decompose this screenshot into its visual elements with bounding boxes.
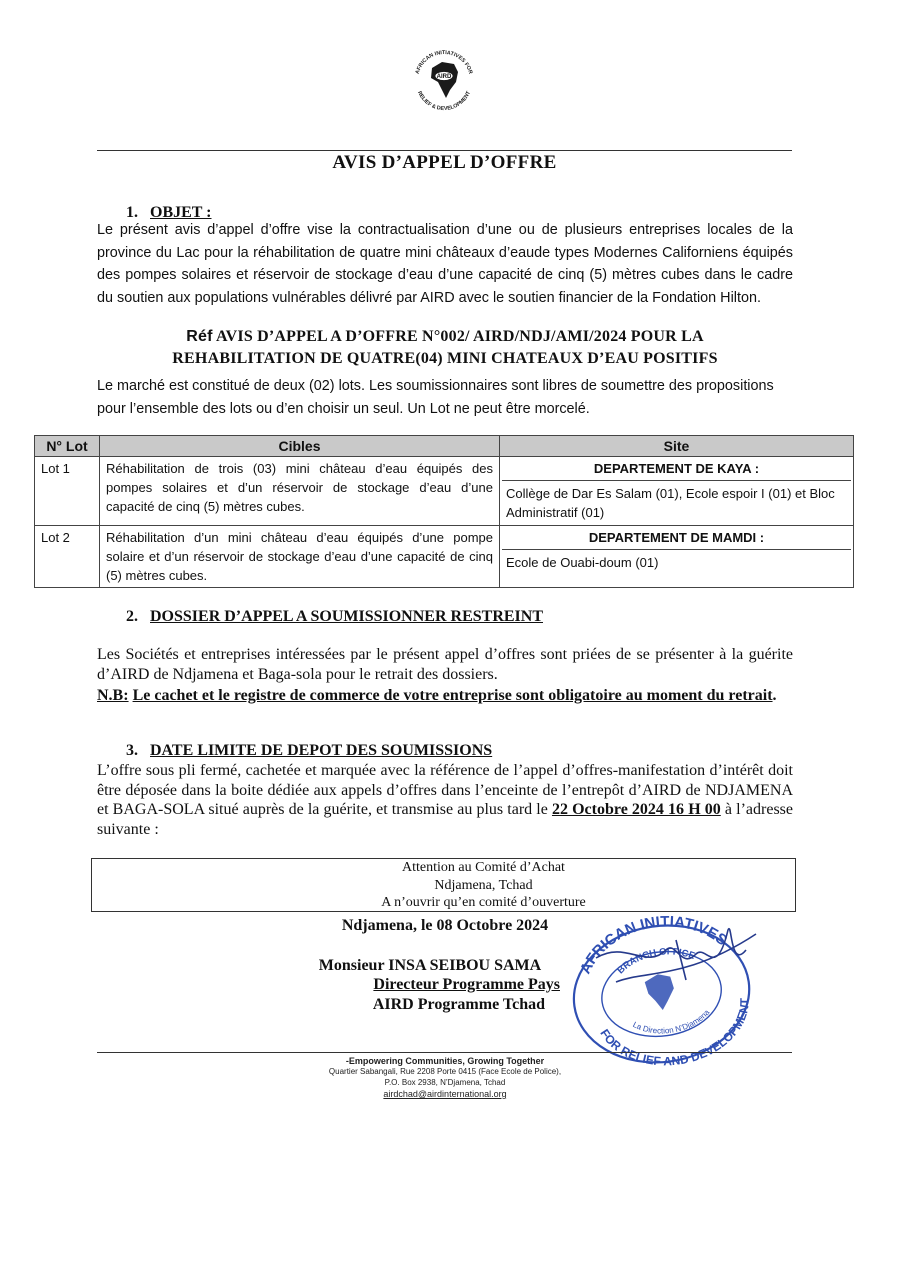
svg-text:La Direction N’Djamena: La Direction N’Djamena: [631, 1007, 712, 1036]
section2-heading: 2. DOSSIER D’APPEL A SOUMISSIONNER RESTREINT: [126, 608, 543, 625]
lot-site: [500, 457, 854, 526]
page-title: AVIS D’APPEL D’OFFRE: [332, 152, 557, 173]
lot-number: Lot 1: [35, 457, 100, 526]
reference-title: Réf AVIS D’APPEL A D’OFFRE N°002/ AIRD/NDJ/AMI/2024 POUR LA REHABILITATION DE QUATRE(04) MINI CHATEAUX D’EAU POSITIFS: [172, 328, 718, 367]
deadline: 22 Octobre 2024 16 H 00: [551, 801, 721, 818]
table-row: [35, 457, 854, 526]
market-text: Le marché est constitué de deux (02) lots. Les soumissionnaires sont libres de soumettre des propositions pour l’ensemble des lots ou d’en choisir un seul. Un Lot ne peut être morcelé.: [97, 378, 774, 417]
site-location: Ecole de Ouabi-doum (01): [506, 555, 659, 570]
footer-rule: [97, 1052, 792, 1053]
svg-text:RELIEF & DEVELOPMENT: RELIEF & DEVELOPMENT: [415, 90, 473, 113]
svg-text:AFRICAN INITIATIVES FOR: AFRICAN INITIATIVES FOR: [414, 49, 474, 75]
lots-table: [34, 435, 854, 588]
lot-site: [500, 526, 854, 588]
table-header-row: [35, 436, 854, 457]
site-departement: DEPARTEMENT DE MAMDI :: [502, 526, 851, 550]
section1-heading: 1. OBJET :: [126, 204, 212, 221]
lot-cible: Réhabilitation d’un mini château d’eau équipés d’une pompe solaire et d’un réservoir de stockage d’eau d’une capacité de cinq (5) mètres cubes.: [100, 526, 500, 588]
header-site: Site: [500, 436, 854, 457]
svg-text:FOR RELIEF AND DEVELOPMENT: FOR RELIEF AND DEVELOPMENT: [597, 997, 752, 1069]
section1-body: Le présent avis d’appel d’offre vise la contractualisation d’une ou de plusieurs entreprises locales de la province du Lac pour la réhabilitation de quatre mini châteaux d’eaude types Modernes Californiens équipés des pompes solaires et réservoir de stockage d’eau d’une capacité de cinq (5) mètres cubes dans le cadre du soutien aux populations vulnérables délivré par AIRD avec le soutien financier de la Fondation Hilton.: [97, 222, 793, 306]
section2-body: Les Sociétés et entreprises intéressées par le présent appel d’offres sont priées de se présenter à la guérite d’AIRD de Ndjamena et Baga-sola pour le retrait des dossiers.: [97, 646, 793, 683]
nb-note: N.B: Le cachet et le registre de commerce de votre entreprise sont obligatoire au moment du retrait.: [97, 687, 777, 704]
place-date: Ndjamena, le 08 Octobre 2024: [341, 917, 549, 934]
site-departement: DEPARTEMENT DE KAYA :: [502, 457, 851, 481]
svg-text:AIRD: AIRD: [436, 74, 452, 80]
official-stamp: [556, 910, 766, 1070]
signatory-role: Directeur Programme Pays: [373, 976, 560, 993]
signatory-name: Monsieur INSA SEIBOU SAMA: [318, 957, 542, 974]
footer: -Empowering Communities, Growing Together Quartier Sabangali, Rue 2208 Porte 0415 (Face Ecole de Police), P.O. Box 2938, N’Djamena, Tchad airdchad@airdinternational.org: [200, 1056, 690, 1100]
signatory-org: AIRD Programme Tchad: [372, 996, 545, 1013]
header-lot: N° Lot: [35, 436, 100, 457]
svg-text:BRANCH OFFICE: BRANCH OFFICE: [615, 946, 697, 977]
address-box: Attention au Comité d’Achat Ndjamena, Tchad A n’ouvrir qu’en comité d’ouverture: [91, 858, 796, 912]
header-rule: [97, 150, 792, 151]
header-cibles: Cibles: [100, 436, 500, 457]
aird-logo: [404, 38, 484, 118]
lot-number: Lot 2: [35, 526, 100, 588]
section3-heading: 3. DATE LIMITE DE DEPOT DES SOUMISSIONS: [126, 742, 493, 759]
lot-cible: Réhabilitation de trois (03) mini château d’eau équipés des pompes solaires et d’un réservoir de stockage d’eau d’une capacité de cinq (5) mètres cubes.: [100, 457, 500, 526]
svg-text:AFRICAN INITIATIVES: AFRICAN INITIATIVES: [576, 913, 731, 977]
section3-body: L’offre sous pli fermé, cachetée et marquée avec la référence de l’appel d’offres-manifestation d’intérêt doit être déposée dans la boite dédiée aux appels d’offres dans l’enceinte de l’entrepôt d’AIRD de NDJAMENA et BAGA-SOLA situé auprès de la guérite, et transmise au plus tard le 22 Octobre 2024 16 H 00 à l’adresse suivante :: [97, 762, 794, 838]
email-link[interactable]: airdchad@airdinternational.org: [383, 1089, 507, 1099]
site-location: Collège de Dar Es Salam (01), Ecole espoir I (01) et Bloc Administratif (01): [506, 486, 835, 520]
table-row: [35, 526, 854, 588]
